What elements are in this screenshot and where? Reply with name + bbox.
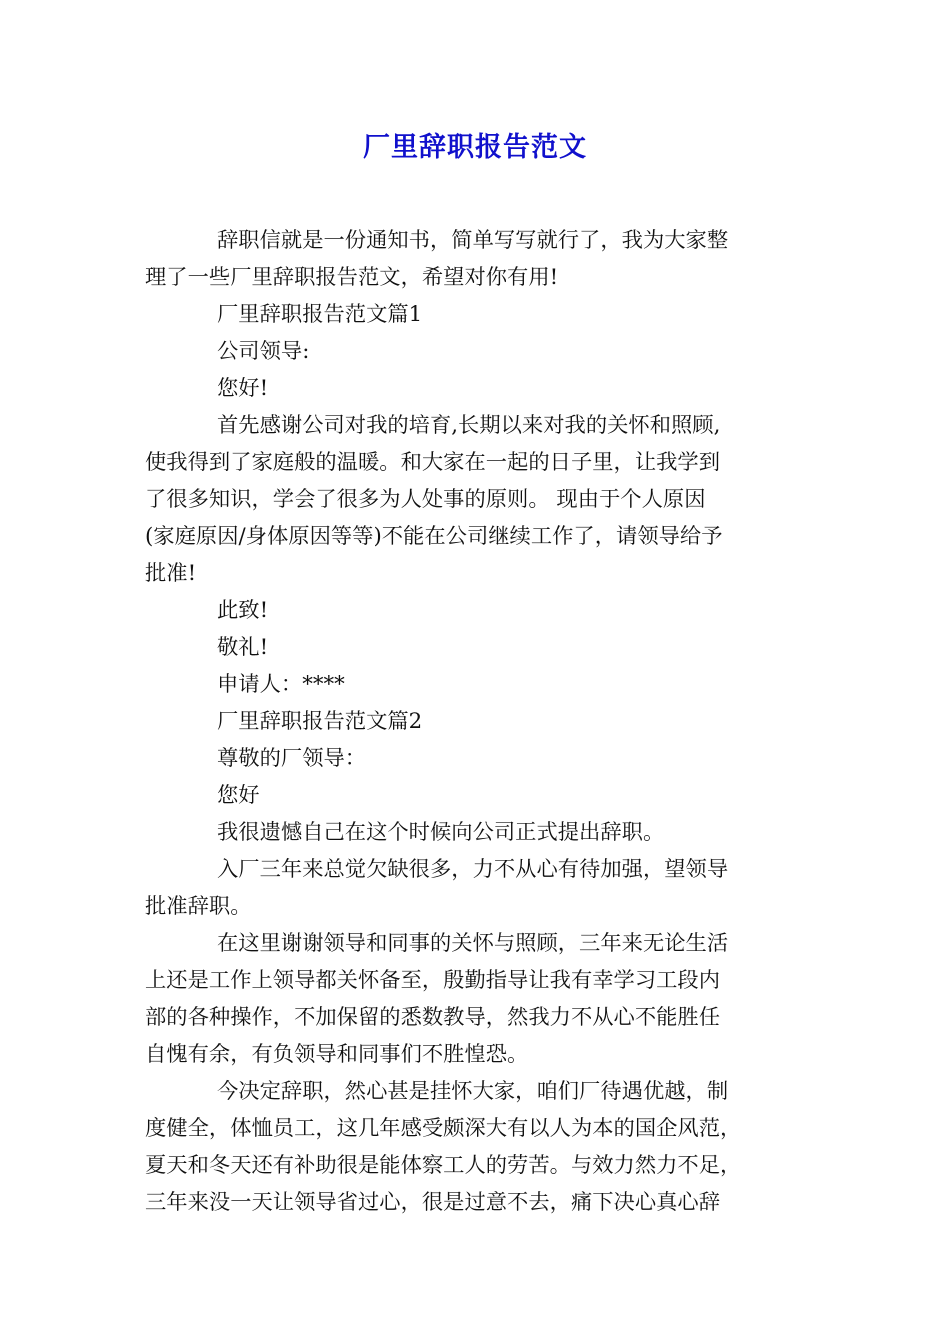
text-line: 公司领导: xyxy=(217,339,310,364)
paragraph xyxy=(145,629,805,666)
text-line: 三年来没一天让领导省过心，很是过意不去，痛下决心真心辞 xyxy=(145,1190,721,1215)
text-line: 理了一些厂里辞职报告范文，希望对你有用! xyxy=(145,265,559,290)
paragraph xyxy=(145,814,805,851)
text-line: 敬礼! xyxy=(217,635,269,660)
text-line: 部的各种操作，不加保留的悉数教导，然我力不从心不能胜任 xyxy=(145,1005,721,1030)
paragraph xyxy=(145,296,805,333)
document-title: 厂里辞职报告范文 xyxy=(363,132,587,163)
text-line: 上还是工作上领导都关怀备至，殷勤指导让我有幸学习工段内 xyxy=(145,968,721,993)
paragraph xyxy=(145,370,805,407)
text-line: 尊敬的厂领导： xyxy=(217,746,367,771)
text-line: (家庭原因/身体原因等等)不能在公司继续工作了，请领导给予 xyxy=(145,524,723,549)
text-line: 辞职信就是一份通知书，简单写写就行了，我为大家整 xyxy=(217,228,729,253)
text-line: 在这里谢谢领导和同事的关怀与照顾，三年来无论生活 xyxy=(217,931,729,956)
text-line: 申请人：**** xyxy=(217,672,345,697)
text-line: 厂里辞职报告范文篇1 xyxy=(217,302,423,327)
text-line: 使我得到了家庭般的温暖。和大家在一起的日子里，让我学到 xyxy=(145,450,721,475)
text-line: 首先感谢公司对我的培育,长期以来对我的关怀和照顾, xyxy=(217,413,721,438)
paragraph xyxy=(145,777,805,814)
paragraph xyxy=(145,740,805,777)
text-line: 批准辞职。 xyxy=(145,894,252,919)
paragraph xyxy=(145,592,805,629)
text-line: 我很遗憾自己在这个时候向公司正式提出辞职。 xyxy=(217,820,665,845)
text-line: 厂里辞职报告范文篇2 xyxy=(217,709,423,734)
text-line: 此致! xyxy=(217,598,269,623)
paragraph xyxy=(145,222,805,296)
text-line: 您好! xyxy=(217,376,269,401)
text-line: 今决定辞职，然心甚是挂怀大家，咱们厂待遇优越，制 xyxy=(217,1079,729,1104)
text-line: 入厂三年来总觉欠缺很多，力不从心有待加强，望领导 xyxy=(217,857,729,882)
text-line: 夏天和冬天还有补助很是能体察工人的劳苦。与效力然力不足， xyxy=(145,1153,742,1178)
document-body xyxy=(145,222,805,1221)
paragraph xyxy=(145,1073,805,1221)
text-line: 了很多知识，学会了很多为人处事的原则。 现由于个人原因 xyxy=(145,487,706,512)
text-line: 批准! xyxy=(145,561,197,586)
text-line: 自愧有余，有负领导和同事们不胜惶恐。 xyxy=(145,1042,529,1067)
text-line: 度健全，体恤员工，这几年感受颇深大有以人为本的国企风范， xyxy=(145,1116,742,1141)
paragraph xyxy=(145,851,805,925)
text-line: 您好 xyxy=(217,783,260,808)
paragraph xyxy=(145,407,805,592)
paragraph xyxy=(145,333,805,370)
paragraph xyxy=(145,703,805,740)
paragraph xyxy=(145,925,805,1073)
paragraph xyxy=(145,666,805,703)
